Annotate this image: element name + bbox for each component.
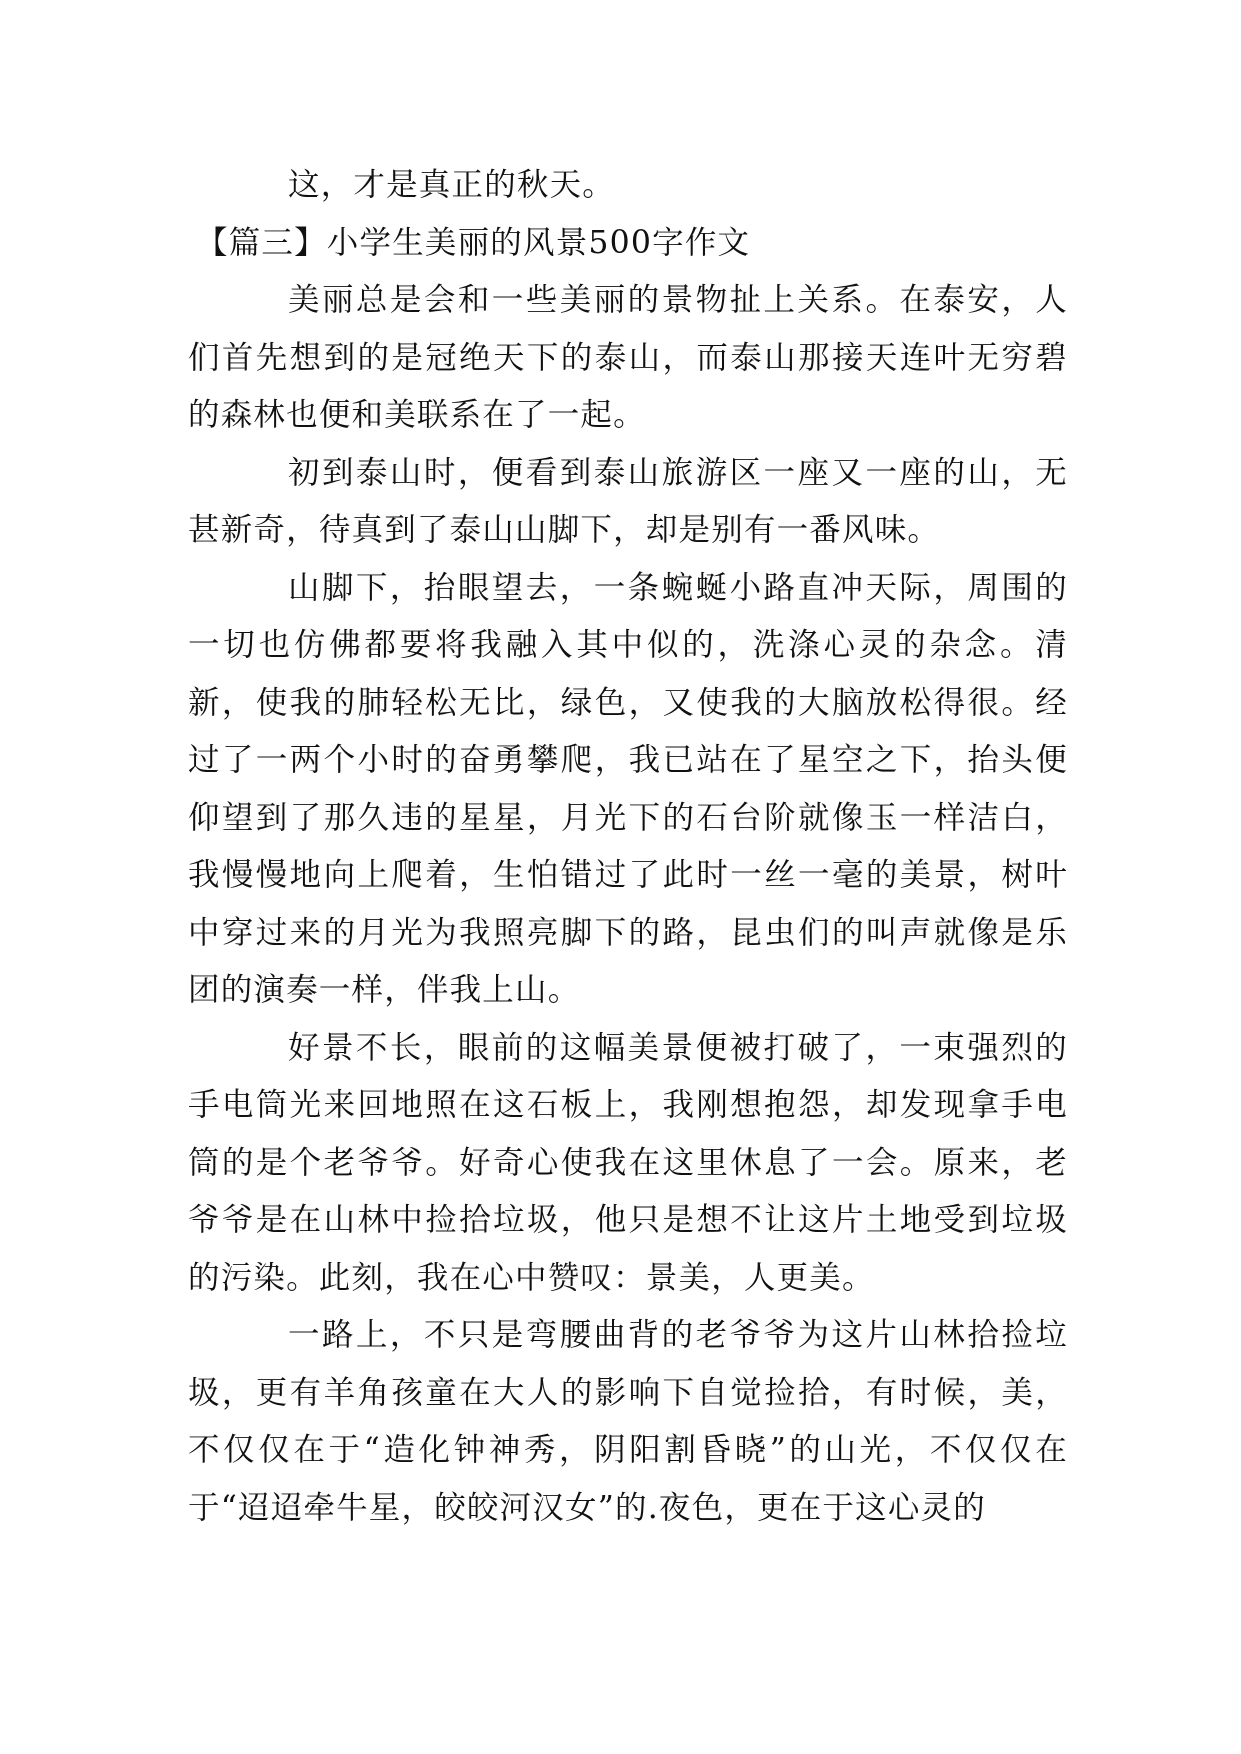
- paragraph: 初到泰山时，便看到泰山旅游区一座又一座的山，无甚新奇，待真到了泰山山脚下，却是别有一番风味。: [188, 454, 1068, 548]
- paragraph: 美丽总是会和一些美丽的景物扯上关系。在泰安，人们首先想到的是冠绝天下的泰山，而泰山那接天连叶无穷碧的森林也便和美联系在了一起。: [188, 282, 1068, 433]
- paragraph: 好景不长，眼前的这幅美景便被打破了，一束强烈的手电筒光来回地照在这石板上，我刚想抱怨，却发现拿手电筒的是个老爷爷。好奇心使我在这里休息了一会。原来，老爷爷是在山林中捡拾垃圾，他只是想不让这片土地受到垃圾的污染。此刻，我在心中赞叹：景美，人更美。: [188, 1029, 1068, 1296]
- section-heading: 【篇三】小学生美丽的风景500字作文: [196, 224, 751, 261]
- document-body: [188, 157, 1068, 1537]
- paragraph: 这，才是真正的秋天。: [288, 167, 616, 203]
- paragraph: 山脚下，抬眼望去，一条蜿蜒小路直冲天际，周围的一切也仿佛都要将我融入其中似的，洗涤心灵的杂念。清新，使我的肺轻松无比，绿色，又使我的大脑放松得很。经过了一两个小时的奋勇攀爬，我已站在了星空之下，抬头便仰望到了那久违的星星，月光下的石台阶就像玉一样洁白，我慢慢地向上爬着，生怕错过了此时一丝一毫的美景，树叶中穿过来的月光为我照亮脚下的路，昆虫们的叫声就像是乐团的演奏一样，伴我上山。: [188, 569, 1068, 1008]
- paragraph: 一路上，不只是弯腰曲背的老爷爷为这片山林拾捡垃圾，更有羊角孩童在大人的影响下自觉捡拾，有时候，美，不仅仅在于“造化钟神秀，阴阳割昏晓”的山光，不仅仅在于“迢迢牵牛星，皎皎河汉女”的.夜色，更在于这心灵的: [188, 1317, 1068, 1526]
